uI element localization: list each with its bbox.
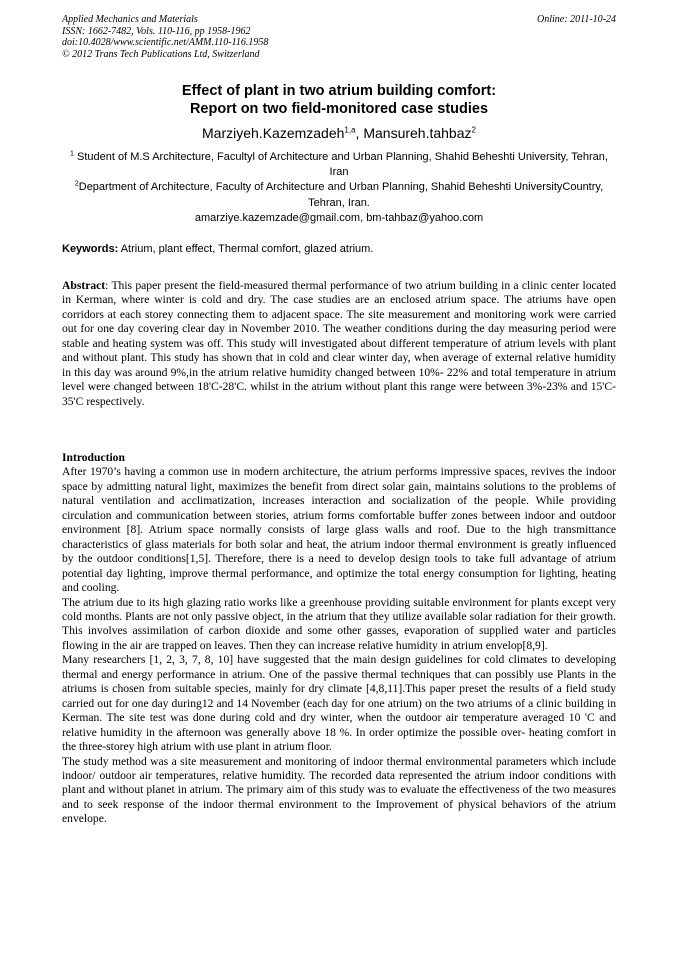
issn-line: ISSN: 1662-7482, Vols. 110-116, pp 1958-1962 — [62, 25, 251, 37]
intro-paragraph-2: The atrium due to its high glazing ratio works like a greenhouse providing suitable environment for plants except very cold months. Plants are not only passive object, in the atrium that they utilize available solar radiation for their growth. This involves assimilation of carbon dioxide and some other gasses, evaporation of supplied water and particles flowing in the air are trapped on leaves. Then they can increase relative humidity in atrium envelop[8,9]. — [62, 595, 616, 652]
affiliation-2-mark: 2 — [74, 180, 79, 188]
author-1-affiliation-mark: 1,a — [344, 125, 356, 135]
affiliation-2 — [62, 180, 616, 210]
author-2-affiliation-mark: 2 — [471, 125, 476, 135]
affiliation-1-mark: 1 — [70, 150, 74, 158]
author-list — [62, 124, 616, 142]
intro-paragraph-3: Many researchers [1, 2, 3, 7, 8, 10] have suggested that the main design guidelines for cold climates to developing thermal and energy performance in atrium. One of the passive thermal techniques that can possibly use Plants in the atriums is chosen from suitable species, mainly for dry climate [4,8,11].This paper preset the results of a field study carried out for one day during12 and 14 November (each day for one atrium) on the two atriums of a clinic building in Kerman. The site test was done during cold and dry winter, when the outdoor air temperature averaged 10 'C and relative humidity in the afternoon was generally above 18 %. In order optimize the possible over- heating comfort in the three-storey high atrium with use plant in atrium floor. — [62, 653, 616, 754]
abstract-section — [62, 279, 616, 409]
journal-name: Applied Mechanics and Materials — [62, 14, 198, 25]
affiliations — [62, 150, 616, 226]
abstract-label: Abstract — [62, 279, 106, 292]
keywords-text: Atrium, plant effect, Thermal comfort, glazed atrium. — [118, 243, 374, 255]
title-line-1: Effect of plant in two atrium building comfort: — [181, 83, 497, 99]
abstract-paragraph — [62, 279, 616, 409]
author-2: Mansureh.tahbaz — [363, 125, 472, 141]
doi-line: doi:10.4028/www.scientific.net/AMM.110-116.1958 — [62, 37, 269, 48]
author-separator: , — [355, 125, 364, 141]
intro-paragraph-4: The study method was a site measurement and monitoring of indoor thermal environmental parameters which include indoor/ outdoor air temperatures, relative humidity. The recorded data represented the atrium indoor conditions with plant and without planet in atrium. The primary aim of this study was to evaluate the effectiveness of the two measures and to seek response of the indoor thermal environment to the Improvement of physical behaviors of the atrium envelope. — [62, 754, 616, 826]
keywords-label: Keywords: — [62, 243, 119, 255]
introduction-heading: Introduction — [62, 451, 125, 464]
affiliation-1-text: Student of M.S Architecture, Facultyl of Architecture and Urban Planning, Shahid Beheshti University, Tehran, Iran — [73, 151, 608, 179]
abstract-text: : This paper present the field-measured thermal performance of two atrium building in a clinic center located in Kerman, where winter is cold and dry. The case studies are an enclosed atrium space. The atriums have open corridors at each storey connecting them to adjacent space. The site measurement and monitoring work were carried out for one day covering clear day in November 2010. The weather conditions during the day measuring period were stable and heating system was off. This study will investigated about different temperature of atrium levels with plant and without plant. This study has shown that in cold and clear winter day, when average of external relative humidity in this day was around 9%,in the atrium relative humidity changed between 10%- 22% and total temperature in atrium level were changed between 18'C-28'C. whilst in the atrium without plant this range were between 3%-23% and 15'C-35'C respectively. — [62, 279, 616, 408]
author-1: Marziyeh.Kazemzadeh — [202, 125, 345, 141]
paper-title — [62, 82, 616, 118]
keywords — [62, 242, 616, 256]
affiliation-2-text: Department of Architecture, Faculty of Architecture and Urban Planning, Shahid Beheshti UniversityCountry, Tehran, Iran. — [78, 181, 604, 209]
author-emails: amarziye.kazemzade@gmail.com, bm-tahbaz@yahoo.com — [194, 211, 484, 224]
affiliation-1 — [62, 150, 616, 180]
copyright-line: © 2012 Trans Tech Publications Ltd, Switzerland — [62, 48, 260, 60]
introduction-section — [62, 451, 616, 827]
title-line-2: Report on two field-monitored case studies — [189, 101, 489, 117]
journal-header — [62, 14, 616, 60]
intro-paragraph-1: After 1970’s having a common use in modern architecture, the atrium performs impressive spaces, revives the indoor space by admitting natural light, maximizes the benefit from direct solar gain, maintains solutions to the problems of natural ventilation and acclimatization, increases interaction and socialization of the people. While providing circulation and communication between stories, atrium forms comfortable buffer zones between indoor and outdoor environment [8]. Atrium space normally consists of large glass walls and roof. Due to the high transmittance characteristics of glass materials for both solar and heat, the atrium indoor thermal environment is greatly influenced by the outdoor conditions[1,5]. Therefore, there is a need to develop design tools to take full advantage of atrium potential day lighting, improve thermal performance, and optimize the total energy consumption for lighting, heating and cooling. — [62, 465, 616, 595]
online-date: Online: 2011-10-24 — [537, 14, 616, 25]
